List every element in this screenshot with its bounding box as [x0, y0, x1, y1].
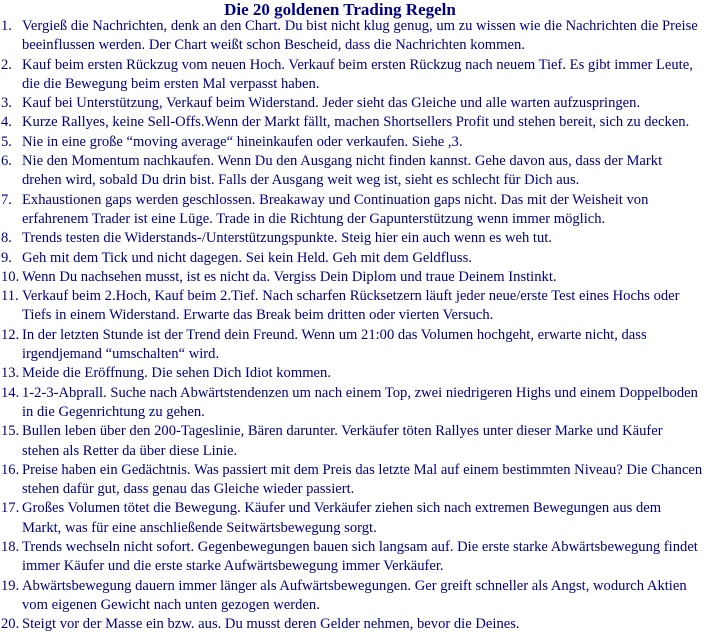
list-item — [0, 287, 720, 326]
list-item-text: Kauf beim ersten Rückzug vom neuen Hoch. Verkauf beim ersten Rückzug nach neuem Tief. Es gibt immer Leute, — [22, 56, 693, 73]
list-item — [0, 538, 720, 577]
list-item-number: 6. — [1, 153, 12, 170]
list-item — [0, 152, 720, 191]
list-item-text: immer Käufer und die erste starke Aufwärtsbewegung immer Verkäufer. — [22, 558, 444, 575]
list-item-number: 12. — [1, 326, 20, 343]
list-item-text: Steigt vor der Masse ein bzw. aus. Du musst deren Gelder nehmen, bevor die Deines. — [22, 616, 520, 633]
list-item-number: 11. — [1, 288, 19, 305]
list-item-number: 16. — [1, 461, 20, 478]
list-item-number: 15. — [1, 423, 20, 440]
list-item-text: in die Gegenrichtung zu gehen. — [22, 403, 205, 420]
list-item — [0, 461, 720, 500]
list-item-text: Geh mit dem Tick und nicht dagegen. Sei kein Held. Geh mit dem Geldfluss. — [22, 249, 472, 266]
list-item — [0, 133, 720, 152]
list-item-text: die die Bewegung beim ersten Mal verpasst haben. — [22, 75, 320, 92]
list-item-text: drehen wird, sobald Du drin bist. Falls der Ausgang weit weg ist, sieht es schlecht für Dich aus. — [22, 172, 580, 189]
list-item-text: Kurze Rallyes, keine Sell-Offs.Wenn der Markt fällt, machen Shortsellers Profit und stehen bereit, sich zu decken. — [22, 114, 690, 131]
list-item-number: 8. — [1, 230, 12, 247]
list-item — [0, 422, 720, 461]
list-item-text: Nie in eine große “moving average“ hineinkaufen oder verkaufen. Siehe ,3. — [22, 133, 463, 150]
list-item — [0, 17, 720, 56]
list-item-number: 14. — [1, 384, 20, 401]
list-item-text: stehen dafür gut, dass genau das Gleiche wieder passiert. — [22, 481, 355, 498]
list-item — [0, 615, 720, 634]
list-item-number: 3. — [1, 95, 12, 112]
list-item — [0, 364, 720, 383]
list-item-text: beeinflussen werden. Der Chart weißt schon Bescheid, dass die Nachrichten kommen. — [22, 37, 525, 54]
list-item-text: Tiefs in einem Widerstand. Erwarte das Break beim dritten oder vierten Versuch. — [22, 307, 494, 324]
list-item-number: 4. — [1, 114, 12, 131]
list-item-text: Großes Volumen tötet die Bewegung. Käufer und Verkäufer ziehen sich nach extremen Bewegungen aus dem — [22, 500, 662, 517]
list-item-text: stehen als Retter da über diese Linie. — [22, 442, 238, 459]
list-item-text: Verkauf beim 2.Hoch, Kauf beim 2.Tief. Nach scharfen Rücksetzern läuft jeder neue/erste Test eines Hochs oder — [22, 288, 680, 305]
list-item-number: 18. — [1, 539, 20, 556]
page-title: Die 20 goldenen Trading Regeln — [224, 0, 456, 19]
list-item-text: Wenn Du nachsehen musst, ist es nicht da. Vergiss Dein Diplom und traue Deinem Instinkt. — [22, 268, 557, 285]
list-item-text: Vergieß die Nachrichten, denk an den Chart. Du bist nicht klug genug, um zu wissen wie die Nachrichten die Preise — [22, 18, 698, 34]
list-item-text: In der letzten Stunde ist der Trend dein Freund. Wenn um 21:00 das Volumen hochgeht, erwarte nicht, dass — [22, 326, 647, 343]
list-item-number: 20. — [1, 616, 20, 633]
list-item — [0, 326, 720, 365]
list-item-text: Trends wechseln nicht sofort. Gegenbewegungen bauen sich langsam auf. Die erste starke Abwärtsbewegung findet — [22, 539, 698, 556]
list-item-text: 1-2-3-Abprall. Suche nach Abwärtstendenzen um nach einem Top, zwei niedrigeren Highs und einem Doppelboden — [22, 384, 698, 401]
list-item — [0, 56, 720, 95]
list-item — [0, 229, 720, 248]
list-item — [0, 191, 720, 230]
list-item — [0, 384, 720, 423]
list-item-text: Bullen leben über den 200-Tageslinie, Bären darunter. Verkäufer töten Rallyes unter dieser Marke und Käufer — [22, 423, 663, 440]
list-item-text: Preise haben ein Gedächtnis. Was passiert mit dem Preis das letzte Mal auf einem bestimmten Niveau? Die Chancen — [22, 461, 703, 478]
list-item-text: Exhaustionen gaps werden geschlossen. Breakaway und Continuation gaps nicht. Das mit der Weisheit von — [22, 191, 649, 208]
list-item-number: 17. — [1, 500, 20, 517]
list-item — [0, 94, 720, 113]
list-item — [0, 499, 720, 538]
list-item-text: erfahrenem Trader ist eine Lüge. Trade in die Richtung der Gapunterstützung wenn immer möglich. — [22, 210, 606, 227]
list-item-number: 1. — [1, 18, 12, 34]
list-item-number: 2. — [1, 56, 12, 73]
list-item — [0, 268, 720, 287]
list-item-number: 13. — [1, 365, 20, 382]
list-item-text: Nie den Momentum nachkaufen. Wenn Du den Ausgang nicht finden kannst. Gehe davon aus, dass der Markt — [22, 153, 663, 170]
list-item-text: Trends testen die Widerstands-/Unterstützungspunkte. Steig hier ein auch wenn es weh tut. — [22, 230, 552, 247]
list-item-number: 10. — [1, 268, 20, 285]
list-item — [0, 249, 720, 268]
list-item-number: 5. — [1, 133, 12, 150]
list-item-text: Kauf bei Unterstützung, Verkauf beim Widerstand. Jeder sieht das Gleiche und alle warten aufzuspringen. — [22, 95, 641, 112]
list-item-text: irgendjemand “umschalten“ wird. — [22, 346, 220, 363]
list-item — [0, 577, 720, 616]
rules-list — [0, 17, 720, 635]
list-item-text: Abwärtsbewegung dauern immer länger als Aufwärtsbewegungen. Ger greift schneller als Angst, wodurch Aktien — [22, 577, 687, 594]
list-item — [0, 113, 720, 132]
list-item-number: 9. — [1, 249, 12, 266]
list-item-number: 19. — [1, 577, 20, 594]
list-item-text: Markt, was für eine anschließende Seitwärtsbewegung sorgt. — [22, 519, 377, 536]
list-item-text: Meide die Eröffnung. Die sehen Dich Idiot kommen. — [22, 365, 331, 382]
list-item-number: 7. — [1, 191, 12, 208]
list-item-text: vom eigenen Gewicht nach unten gezogen werden. — [22, 596, 320, 613]
